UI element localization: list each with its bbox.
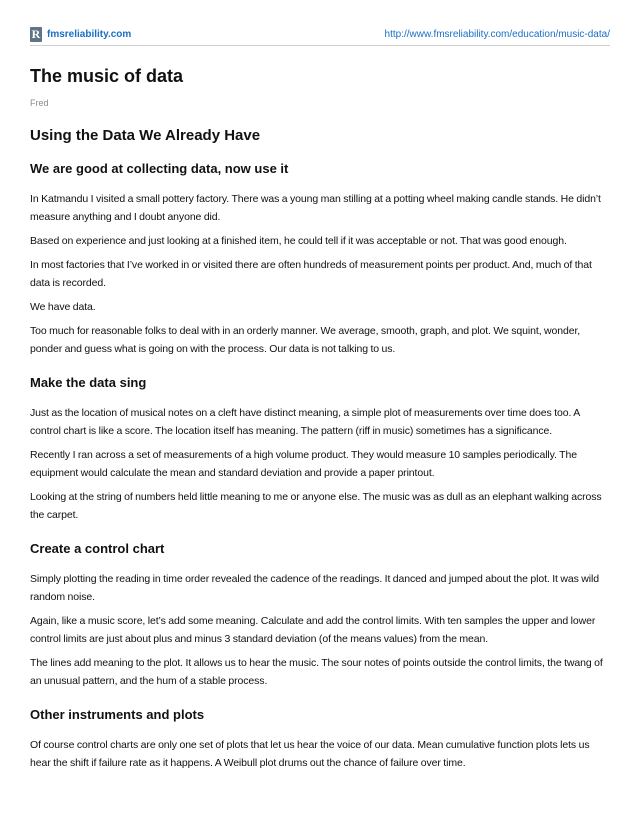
paragraph: Of course control charts are only one set of plots that let us hear the voice of our data. Mean cumulative function plots lets us hear the shift if failure rate as it happens. A Weibull plot drums out the chance of failure over time.: [30, 739, 590, 769]
article-url-link[interactable]: http://www.fmsreliability.com/education/music-data/: [384, 29, 610, 40]
article-title: The music of data: [30, 66, 184, 86]
section-heading: Create a control chart: [30, 541, 165, 556]
section-heading: Make the data sing: [30, 375, 147, 390]
paragraph: Again, like a music score, let’s add some meaning. Calculate and add the control limits. With ten samples the upper and lower control limits are just about plus and minus 3 standard deviation (of the means values) from the mean.: [30, 615, 596, 645]
site-logo-icon[interactable]: R: [31, 27, 41, 41]
paragraph: The lines add meaning to the plot. It allows us to hear the music. The sour notes of points outside the control limits, the twang of an unusual pattern, and the hum of a stable process.: [30, 657, 603, 687]
article: [30, 62, 610, 778]
section-heading: We are good at collecting data, now use it: [30, 161, 289, 176]
paragraph: In Katmandu I visited a small pottery factory. There was a young man stilling at a potting wheel making candle stands. He didn’t measure anything and I doubt anyone did.: [30, 193, 601, 223]
paragraph: Looking at the string of numbers held little meaning to me or anyone else. The music was as dull as an elephant walking across the carpet.: [30, 491, 602, 521]
header-divider: [30, 45, 610, 46]
paragraph: Based on experience and just looking at a finished item, he could tell if it was acceptable or not. That was good enough.: [30, 235, 567, 247]
paragraph: We have data.: [30, 301, 96, 313]
paragraph: Just as the location of musical notes on a cleft have distinct meaning, a simple plot of measurements over time does too. A control chart is like a score. The location itself has meaning. The pattern (riff in music) sometimes has a significance.: [30, 407, 580, 437]
section-heading: Other instruments and plots: [30, 707, 205, 722]
article-author: Fred: [30, 98, 49, 108]
paragraph: Simply plotting the reading in time order revealed the cadence of the readings. It danced and jumped about the plot. It was wild random noise.: [30, 573, 599, 603]
paragraph: Too much for reasonable folks to deal with in an orderly manner. We average, smooth, graph, and plot. We squint, wonder, ponder and guess what is going on with the process. Our data is not talking to us.: [30, 325, 581, 355]
paragraph: Recently I ran across a set of measurements of a high volume product. They would measure 10 samples periodically. The equipment would calculate the mean and standard deviation and provide a paper printout.: [30, 449, 577, 479]
page-header: [30, 27, 610, 45]
article-subtitle: Using the Data We Already Have: [30, 127, 261, 144]
paragraph: In most factories that I’ve worked in or visited there are often hundreds of measurement points per product. And, much of that data is recorded.: [30, 259, 592, 289]
site-name-link[interactable]: fmsreliability.com: [47, 29, 132, 40]
